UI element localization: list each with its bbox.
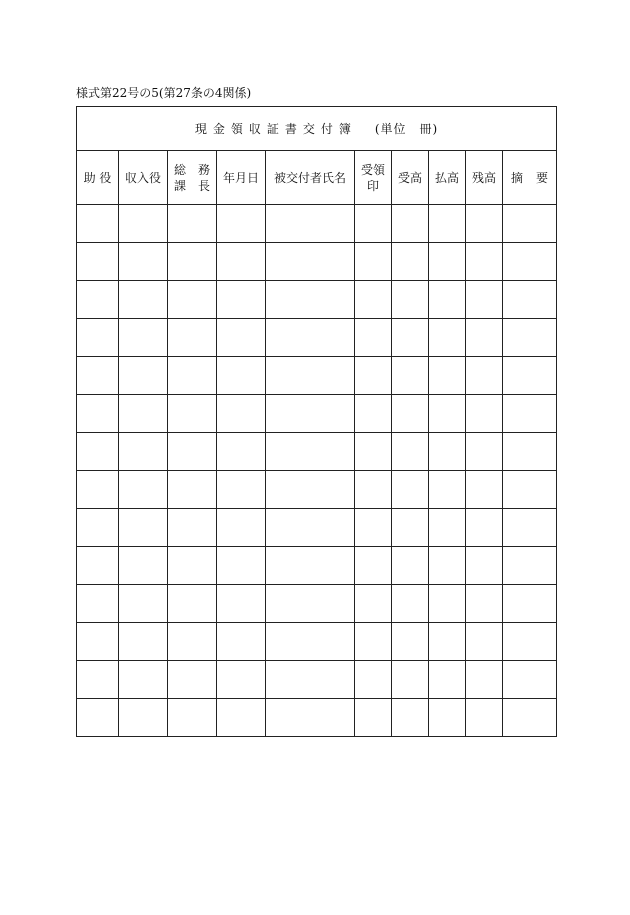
table-cell-haraidaka[interactable]: [429, 395, 466, 433]
table-row: [77, 547, 557, 585]
table-cell-somu[interactable]: [168, 661, 217, 699]
table-cell-ukedaka[interactable]: [392, 623, 429, 661]
table-cell-nengappi[interactable]: [217, 395, 266, 433]
table-cell-zandaka[interactable]: [466, 433, 503, 471]
header-tekiyo: 摘 要: [503, 151, 557, 205]
table-row: [77, 243, 557, 281]
table-cell-zandaka[interactable]: [466, 205, 503, 243]
table-cell-somu[interactable]: [168, 547, 217, 585]
table-cell-haraidaka[interactable]: [429, 547, 466, 585]
table-cell-shunyuyaku[interactable]: [119, 395, 168, 433]
table-cell-zandaka[interactable]: [466, 623, 503, 661]
table-cell-jyoyaku[interactable]: [77, 319, 119, 357]
table-cell-juryo[interactable]: [355, 281, 392, 319]
table-cell-haraidaka[interactable]: [429, 699, 466, 737]
table-cell-tekiyo[interactable]: [503, 547, 557, 585]
table-cell-nengappi[interactable]: [217, 661, 266, 699]
header-ukedaka: 受高: [392, 151, 429, 205]
table-cell-ukedaka[interactable]: [392, 395, 429, 433]
table-row: [77, 699, 557, 737]
table-cell-juryo[interactable]: [355, 585, 392, 623]
table-cell-jyoyaku[interactable]: [77, 205, 119, 243]
table-cell-nengappi[interactable]: [217, 547, 266, 585]
table-cell-jyoyaku[interactable]: [77, 395, 119, 433]
table-cell-juryo[interactable]: [355, 395, 392, 433]
table-cell-nengappi[interactable]: [217, 623, 266, 661]
table-cell-ukedaka[interactable]: [392, 471, 429, 509]
table-cell-ukedaka[interactable]: [392, 205, 429, 243]
table-cell-ukedaka[interactable]: [392, 243, 429, 281]
table-cell-jyoyaku[interactable]: [77, 281, 119, 319]
table-cell-nengappi[interactable]: [217, 433, 266, 471]
table-cell-juryo[interactable]: [355, 623, 392, 661]
table-cell-somu[interactable]: [168, 357, 217, 395]
table-row: [77, 395, 557, 433]
table-row: [77, 433, 557, 471]
table-cell-jyoyaku[interactable]: [77, 509, 119, 547]
table-cell-ukedaka[interactable]: [392, 433, 429, 471]
table-cell-haraidaka[interactable]: [429, 281, 466, 319]
table-cell-shunyuyaku[interactable]: [119, 319, 168, 357]
table-cell-haraidaka[interactable]: [429, 357, 466, 395]
table-cell-tekiyo[interactable]: [503, 471, 557, 509]
table-cell-somu[interactable]: [168, 319, 217, 357]
table-cell-jyoyaku[interactable]: [77, 699, 119, 737]
table-cell-hikofu[interactable]: [266, 395, 355, 433]
table-cell-ukedaka[interactable]: [392, 357, 429, 395]
table-cell-nengappi[interactable]: [217, 509, 266, 547]
table-cell-haraidaka[interactable]: [429, 243, 466, 281]
table-cell-jyoyaku[interactable]: [77, 357, 119, 395]
table-cell-ukedaka[interactable]: [392, 661, 429, 699]
table-cell-zandaka[interactable]: [466, 243, 503, 281]
table-cell-somu[interactable]: [168, 623, 217, 661]
header-juryo-in: 受領 印: [355, 151, 392, 205]
table-cell-somu[interactable]: [168, 471, 217, 509]
table-cell-ukedaka[interactable]: [392, 699, 429, 737]
header-nengappi: 年月日: [217, 151, 266, 205]
table-cell-nengappi[interactable]: [217, 699, 266, 737]
table-cell-nengappi[interactable]: [217, 281, 266, 319]
table-cell-juryo[interactable]: [355, 243, 392, 281]
table-cell-hikofu[interactable]: [266, 205, 355, 243]
table-cell-shunyuyaku[interactable]: [119, 585, 168, 623]
form-number-label: 様式第22号の5(第27条の4関係): [76, 86, 252, 100]
header-somu-kacho: 総 務 課 長: [168, 151, 217, 205]
column-header-row: [77, 151, 557, 205]
table-cell-shunyuyaku[interactable]: [119, 205, 168, 243]
table-cell-shunyuyaku[interactable]: [119, 623, 168, 661]
table-cell-haraidaka[interactable]: [429, 509, 466, 547]
table-cell-jyoyaku[interactable]: [77, 471, 119, 509]
table-row: [77, 357, 557, 395]
table-cell-zandaka[interactable]: [466, 699, 503, 737]
table-cell-tekiyo[interactable]: [503, 243, 557, 281]
table-cell-nengappi[interactable]: [217, 319, 266, 357]
table-cell-nengappi[interactable]: [217, 471, 266, 509]
table-cell-zandaka[interactable]: [466, 281, 503, 319]
table-cell-ukedaka[interactable]: [392, 319, 429, 357]
table-cell-tekiyo[interactable]: [503, 319, 557, 357]
table-cell-haraidaka[interactable]: [429, 661, 466, 699]
table-cell-haraidaka[interactable]: [429, 433, 466, 471]
table-cell-tekiyo[interactable]: [503, 585, 557, 623]
table-cell-shunyuyaku[interactable]: [119, 509, 168, 547]
unit-label: (単位 冊): [374, 122, 439, 136]
table-row: [77, 585, 557, 623]
table-cell-tekiyo[interactable]: [503, 623, 557, 661]
receipt-ledger-table: [76, 106, 557, 737]
table-cell-jyoyaku[interactable]: [77, 661, 119, 699]
table-cell-somu[interactable]: [168, 433, 217, 471]
table-cell-shunyuyaku[interactable]: [119, 281, 168, 319]
ledger-body: [77, 205, 557, 737]
table-cell-ukedaka[interactable]: [392, 281, 429, 319]
table-cell-zandaka[interactable]: [466, 547, 503, 585]
table-cell-haraidaka[interactable]: [429, 319, 466, 357]
table-cell-zandaka[interactable]: [466, 661, 503, 699]
table-row: [77, 205, 557, 243]
table-cell-somu[interactable]: [168, 395, 217, 433]
header-hikofusha: 被交付者氏名: [266, 151, 355, 205]
table-cell-juryo[interactable]: [355, 547, 392, 585]
table-cell-tekiyo[interactable]: [503, 357, 557, 395]
table-cell-zandaka[interactable]: [466, 319, 503, 357]
table-row: [77, 281, 557, 319]
table-cell-hikofu[interactable]: [266, 243, 355, 281]
table-cell-tekiyo[interactable]: [503, 433, 557, 471]
table-cell-ukedaka[interactable]: [392, 509, 429, 547]
table-cell-somu[interactable]: [168, 509, 217, 547]
table-cell-shunyuyaku[interactable]: [119, 357, 168, 395]
table-cell-hikofu[interactable]: [266, 547, 355, 585]
table-cell-tekiyo[interactable]: [503, 699, 557, 737]
table-cell-juryo[interactable]: [355, 509, 392, 547]
table-cell-zandaka[interactable]: [466, 509, 503, 547]
table-cell-zandaka[interactable]: [466, 357, 503, 395]
table-cell-hikofu[interactable]: [266, 319, 355, 357]
table-cell-haraidaka[interactable]: [429, 471, 466, 509]
table-row: [77, 319, 557, 357]
table-cell-haraidaka[interactable]: [429, 205, 466, 243]
header-jyoyaku: 助 役: [77, 151, 119, 205]
table-cell-hikofu[interactable]: [266, 585, 355, 623]
table-cell-somu[interactable]: [168, 699, 217, 737]
table-cell-somu[interactable]: [168, 585, 217, 623]
table-cell-tekiyo[interactable]: [503, 205, 557, 243]
table-cell-haraidaka[interactable]: [429, 623, 466, 661]
table-row: [77, 509, 557, 547]
header-shunyuyaku: 収入役: [119, 151, 168, 205]
table-cell-jyoyaku[interactable]: [77, 243, 119, 281]
table-cell-juryo[interactable]: [355, 205, 392, 243]
table-cell-zandaka[interactable]: [466, 395, 503, 433]
table-cell-shunyuyaku[interactable]: [119, 699, 168, 737]
table-cell-hikofu[interactable]: [266, 509, 355, 547]
table-cell-nengappi[interactable]: [217, 205, 266, 243]
table-cell-tekiyo[interactable]: [503, 509, 557, 547]
header-zandaka: 残高: [466, 151, 503, 205]
table-title: 現金領収証書交付簿: [194, 122, 357, 136]
table-cell-haraidaka[interactable]: [429, 585, 466, 623]
table-row: [77, 623, 557, 661]
table-cell-nengappi[interactable]: [217, 585, 266, 623]
table-cell-shunyuyaku[interactable]: [119, 661, 168, 699]
table-cell-tekiyo[interactable]: [503, 395, 557, 433]
table-cell-nengappi[interactable]: [217, 357, 266, 395]
table-cell-juryo[interactable]: [355, 319, 392, 357]
table-cell-hikofu[interactable]: [266, 471, 355, 509]
table-cell-hikofu[interactable]: [266, 661, 355, 699]
table-cell-jyoyaku[interactable]: [77, 623, 119, 661]
table-cell-shunyuyaku[interactable]: [119, 433, 168, 471]
table-cell-ukedaka[interactable]: [392, 547, 429, 585]
table-cell-tekiyo[interactable]: [503, 661, 557, 699]
table-cell-jyoyaku[interactable]: [77, 585, 119, 623]
table-cell-shunyuyaku[interactable]: [119, 547, 168, 585]
table-cell-tekiyo[interactable]: [503, 281, 557, 319]
table-cell-juryo[interactable]: [355, 433, 392, 471]
table-cell-hikofu[interactable]: [266, 699, 355, 737]
table-cell-hikofu[interactable]: [266, 281, 355, 319]
table-cell-ukedaka[interactable]: [392, 585, 429, 623]
table-cell-nengappi[interactable]: [217, 243, 266, 281]
table-row: [77, 471, 557, 509]
table-cell-jyoyaku[interactable]: [77, 547, 119, 585]
table-cell-juryo[interactable]: [355, 699, 392, 737]
table-cell-hikofu[interactable]: [266, 623, 355, 661]
title-row: [77, 107, 557, 151]
table-cell-juryo[interactable]: [355, 471, 392, 509]
table-cell-shunyuyaku[interactable]: [119, 243, 168, 281]
table-cell-hikofu[interactable]: [266, 357, 355, 395]
table-cell-zandaka[interactable]: [466, 471, 503, 509]
table-cell-somu[interactable]: [168, 281, 217, 319]
table-cell-juryo[interactable]: [355, 357, 392, 395]
table-cell-shunyuyaku[interactable]: [119, 471, 168, 509]
table-title-cell: [77, 107, 557, 151]
table-row: [77, 661, 557, 699]
table-cell-jyoyaku[interactable]: [77, 433, 119, 471]
table-cell-somu[interactable]: [168, 243, 217, 281]
table-cell-somu[interactable]: [168, 205, 217, 243]
header-haraidaka: 払高: [429, 151, 466, 205]
table-cell-hikofu[interactable]: [266, 433, 355, 471]
table-cell-juryo[interactable]: [355, 661, 392, 699]
table-cell-zandaka[interactable]: [466, 585, 503, 623]
